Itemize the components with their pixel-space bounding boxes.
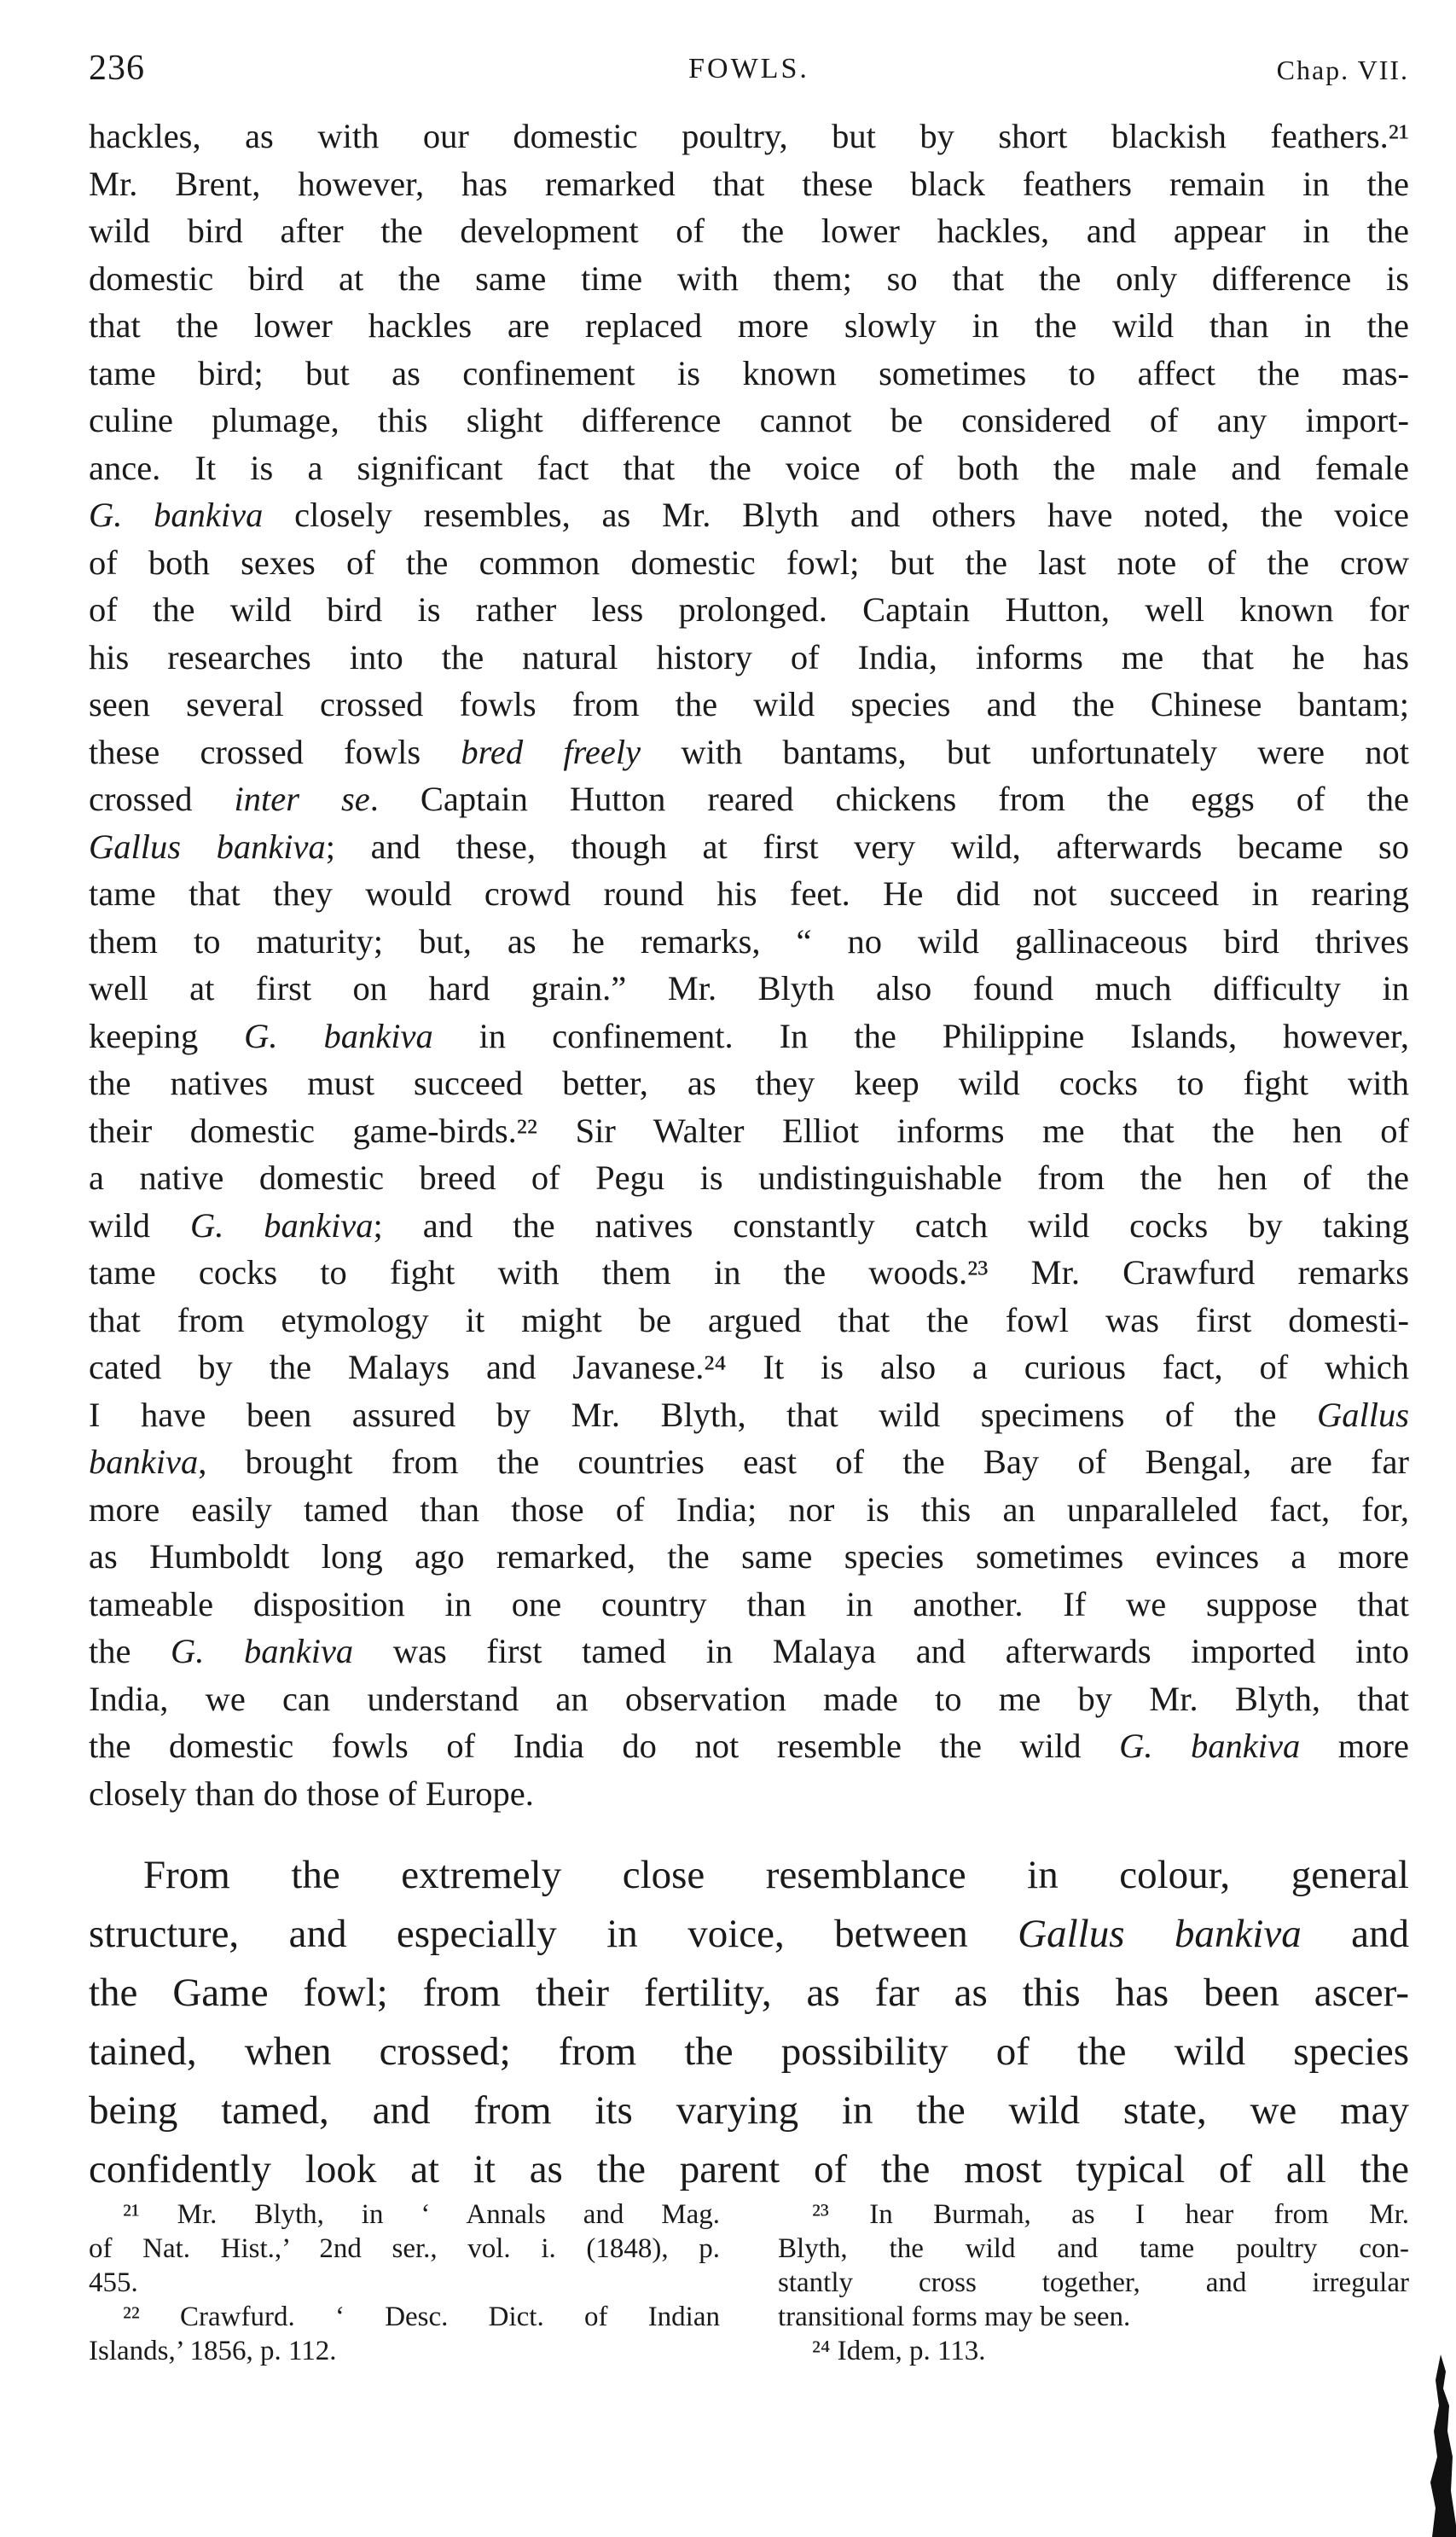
text-line: tameable disposition in one country than in another. If we suppose that: [89, 1584, 1409, 1623]
text-line: tame that they would crowd round his feet. He did not succeed in rearing: [89, 874, 1409, 913]
text-line: wild bird after the development of the lower hackles, and appear in the: [89, 212, 1409, 250]
text-line: his researches into the natural history of India, informs me that he has: [89, 637, 1409, 676]
footnote-line: Islands,’ 1856, p. 112.: [89, 2336, 337, 2366]
text-line: hackles, as with our domestic poultry, but by short blackish feathers.²¹: [89, 117, 1409, 155]
footnote-line: transitional forms may be seen.: [778, 2302, 1131, 2332]
text-line: the G. bankiva was first tamed in Malaya and afterwards imported into: [89, 1632, 1409, 1670]
page-number: 236: [89, 49, 145, 88]
footnote-column-right: [778, 2197, 1409, 2368]
text-line: closely than do those of Europe.: [89, 1774, 534, 1813]
footnote-column-left: [89, 2197, 720, 2368]
text-line: ance. It is a significant fact that the voice of both the male and female: [89, 448, 1409, 487]
text-line: keeping G. bankiva in confinement. In the Philippine Islands, however,: [89, 1016, 1410, 1055]
text-line: being tamed, and from its varying in the wild state, we may: [89, 2088, 1409, 2133]
text-line: their domestic game-birds.²² Sir Walter Elliot informs me that the hen of: [89, 1111, 1409, 1150]
text-line: more easily tamed than those of India; nor is this an unparalleled fact, for,: [89, 1489, 1409, 1529]
text-line: crossed inter se. Captain Hutton reared chickens from the eggs of the: [89, 780, 1409, 818]
text-line: domestic bird at the same time with them; so that the only difference is: [89, 258, 1409, 298]
text-line: these crossed fowls bred freely with bantams, but unfortunately were not: [89, 732, 1409, 771]
text-line: them to maturity; but, as he remarks, “ no wild gallinaceous bird thrives: [89, 921, 1409, 961]
text-line: bankiva, brought from the countries east of the Bay of Bengal, are far: [89, 1443, 1409, 1481]
text-line: structure, and especially in voice, between Gallus bankiva and: [89, 1912, 1409, 1956]
footnote-line: of Nat. Hist.,’ 2nd ser., vol. i. (1848), p.: [89, 2233, 720, 2264]
text-line: India, we can understand an observation made to me by Mr. Blyth, that: [89, 1679, 1409, 1718]
footnote-line: 455.: [89, 2267, 138, 2298]
text-line: the domestic fowls of India do not resemble the wild G. bankiva more: [89, 1727, 1410, 1765]
page-edge-smudge: [1415, 2354, 1456, 2537]
text-line: From the extremely close resemblance in colour, general: [143, 1853, 1409, 1897]
text-line: of both sexes of the common domestic fowl; but the last note of the crow: [89, 543, 1409, 582]
text-line: tame bird; but as confinement is known sometimes to affect the mas-: [89, 353, 1409, 392]
footnote-line: Blyth, the wild and tame poultry con-: [778, 2233, 1409, 2264]
text-line: as Humboldt long ago remarked, the same species sometimes evinces a more: [89, 1537, 1409, 1576]
text-line: cated by the Malays and Javanese.²⁴ It is also a curious fact, of which: [89, 1348, 1409, 1386]
text-line: well at first on hard grain.” Mr. Blyth also found much difficulty in: [89, 969, 1409, 1007]
footnote-22: [89, 2300, 720, 2368]
body-text-large: [89, 1846, 1409, 2199]
footnote-line: ²¹ Mr. Blyth, in ‘ Annals and Mag.: [123, 2199, 720, 2230]
text-line: Gallus bankiva; and these, though at first very wild, afterwards became so: [89, 827, 1409, 866]
running-title: FOWLS.: [688, 53, 809, 84]
text-line: G. bankiva closely resembles, as Mr. Blyth and others have noted, the voice: [89, 496, 1409, 534]
body-text-small: [89, 113, 1409, 1817]
footnote-21: [89, 2197, 720, 2300]
footnote-line: ²² Crawfurd. ‘ Desc. Dict. of Indian: [123, 2302, 720, 2332]
text-line: the natives must succeed better, as they keep wild cocks to fight with: [89, 1064, 1409, 1102]
footnote-24: [778, 2334, 1409, 2368]
page: [89, 44, 1409, 2199]
text-line: culine plumage, this slight difference cannot be considered of any import-: [89, 401, 1409, 439]
text-line: tained, when crossed; from the possibility of the wild species: [89, 2029, 1409, 2074]
chapter-label: Chap. VII.: [1276, 55, 1409, 85]
text-line: Mr. Brent, however, has remarked that these black feathers remain in the: [89, 164, 1409, 203]
footnote-23: [778, 2197, 1409, 2334]
text-line: that the lower hackles are replaced more slowly in the wild than in the: [89, 306, 1409, 345]
text-line: seen several crossed fowls from the wild species and the Chinese bantam;: [89, 685, 1409, 723]
text-line: confidently look at it as the parent of the most typical of all the: [89, 2147, 1409, 2192]
text-line: a native domestic breed of Pegu is undistinguishable from the hen of the: [89, 1158, 1409, 1197]
text-line: that from etymology it might be argued that the fowl was first domesti-: [89, 1300, 1409, 1339]
text-line: of the wild bird is rather less prolonged. Captain Hutton, well known for: [89, 590, 1409, 629]
footnote-line: ²³ In Burmah, as I hear from Mr.: [812, 2199, 1409, 2230]
footnote-line: stantly cross together, and irregular: [778, 2267, 1409, 2298]
text-line: wild G. bankiva; and the natives constantly catch wild cocks by taking: [89, 1205, 1409, 1245]
running-head: [89, 44, 1409, 92]
text-line: I have been assured by Mr. Blyth, that wild specimens of the Gallus: [89, 1395, 1409, 1434]
text-line: tame cocks to fight with them in the woods.²³ Mr. Crawfurd remarks: [89, 1253, 1409, 1292]
text-line: the Game fowl; from their fertility, as far as this has been ascer-: [89, 1971, 1409, 2015]
footnote-line: ²⁴ Idem, p. 113.: [812, 2336, 986, 2366]
